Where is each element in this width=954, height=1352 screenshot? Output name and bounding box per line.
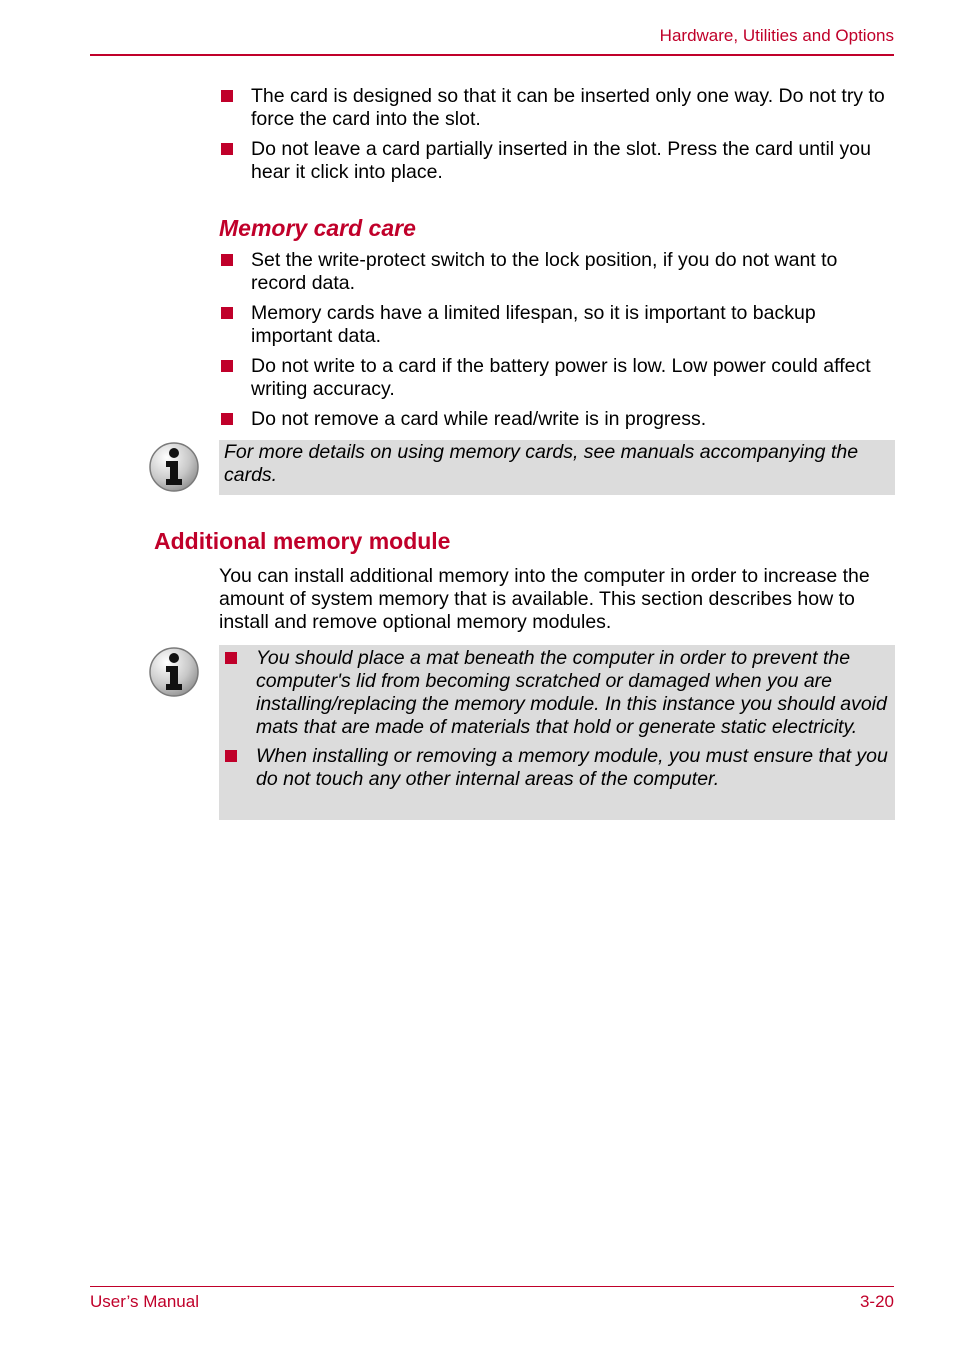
list-item: You should place a mat beneath the computer in order to prevent the computer's lid from becoming scratched or damaged when you are installing/replacing the memory module. In this instance you should avoid mats that are made of materials that hold or generate static electricity. [224, 647, 889, 739]
additional-memory-heading: Additional memory module [154, 528, 451, 554]
footer-rule [90, 1286, 894, 1287]
bullet-square [221, 90, 233, 102]
info-icon [148, 441, 200, 493]
list-item: Do not leave a card partially inserted in the slot. Press the card until you hear it click into place. [219, 138, 895, 184]
memory-card-care-list [219, 249, 895, 438]
bullet-square [225, 750, 237, 762]
memory-card-note: For more details on using memory cards, see manuals accompanying the cards. [219, 440, 895, 495]
memory-module-note [219, 645, 895, 820]
memory-card-care-heading: Memory card care [219, 215, 416, 241]
list-item: Memory cards have a limited lifespan, so it is important to backup important data. [219, 302, 895, 348]
list-item: Do not write to a card if the battery power is low. Low power could affect writing accuracy. [219, 355, 895, 401]
bullet-square [225, 652, 237, 664]
info-icon [148, 646, 200, 698]
bullet-square [221, 360, 233, 372]
bullet-square [221, 254, 233, 266]
intro-bullet-list [219, 85, 895, 191]
bullet-square [221, 413, 233, 425]
footer-title: User’s Manual [90, 1292, 199, 1311]
additional-memory-paragraph: You can install additional memory into the computer in order to increase the amount of system memory that is available. This section describes how to install and remove optional memory modules. [219, 565, 870, 633]
page-number: 3-20 [859, 1292, 894, 1311]
list-item: When installing or removing a memory module, you must ensure that you do not touch any other internal areas of the computer. [224, 745, 889, 791]
bullet-square [221, 143, 233, 155]
bullet-square [221, 307, 233, 319]
list-item: Do not remove a card while read/write is in progress. [219, 408, 895, 431]
header-rule [90, 54, 894, 56]
running-header: Hardware, Utilities and Options [659, 26, 894, 45]
list-item: Set the write-protect switch to the lock position, if you do not want to record data. [219, 249, 895, 295]
list-item: The card is designed so that it can be inserted only one way. Do not try to force the card into the slot. [219, 85, 895, 131]
